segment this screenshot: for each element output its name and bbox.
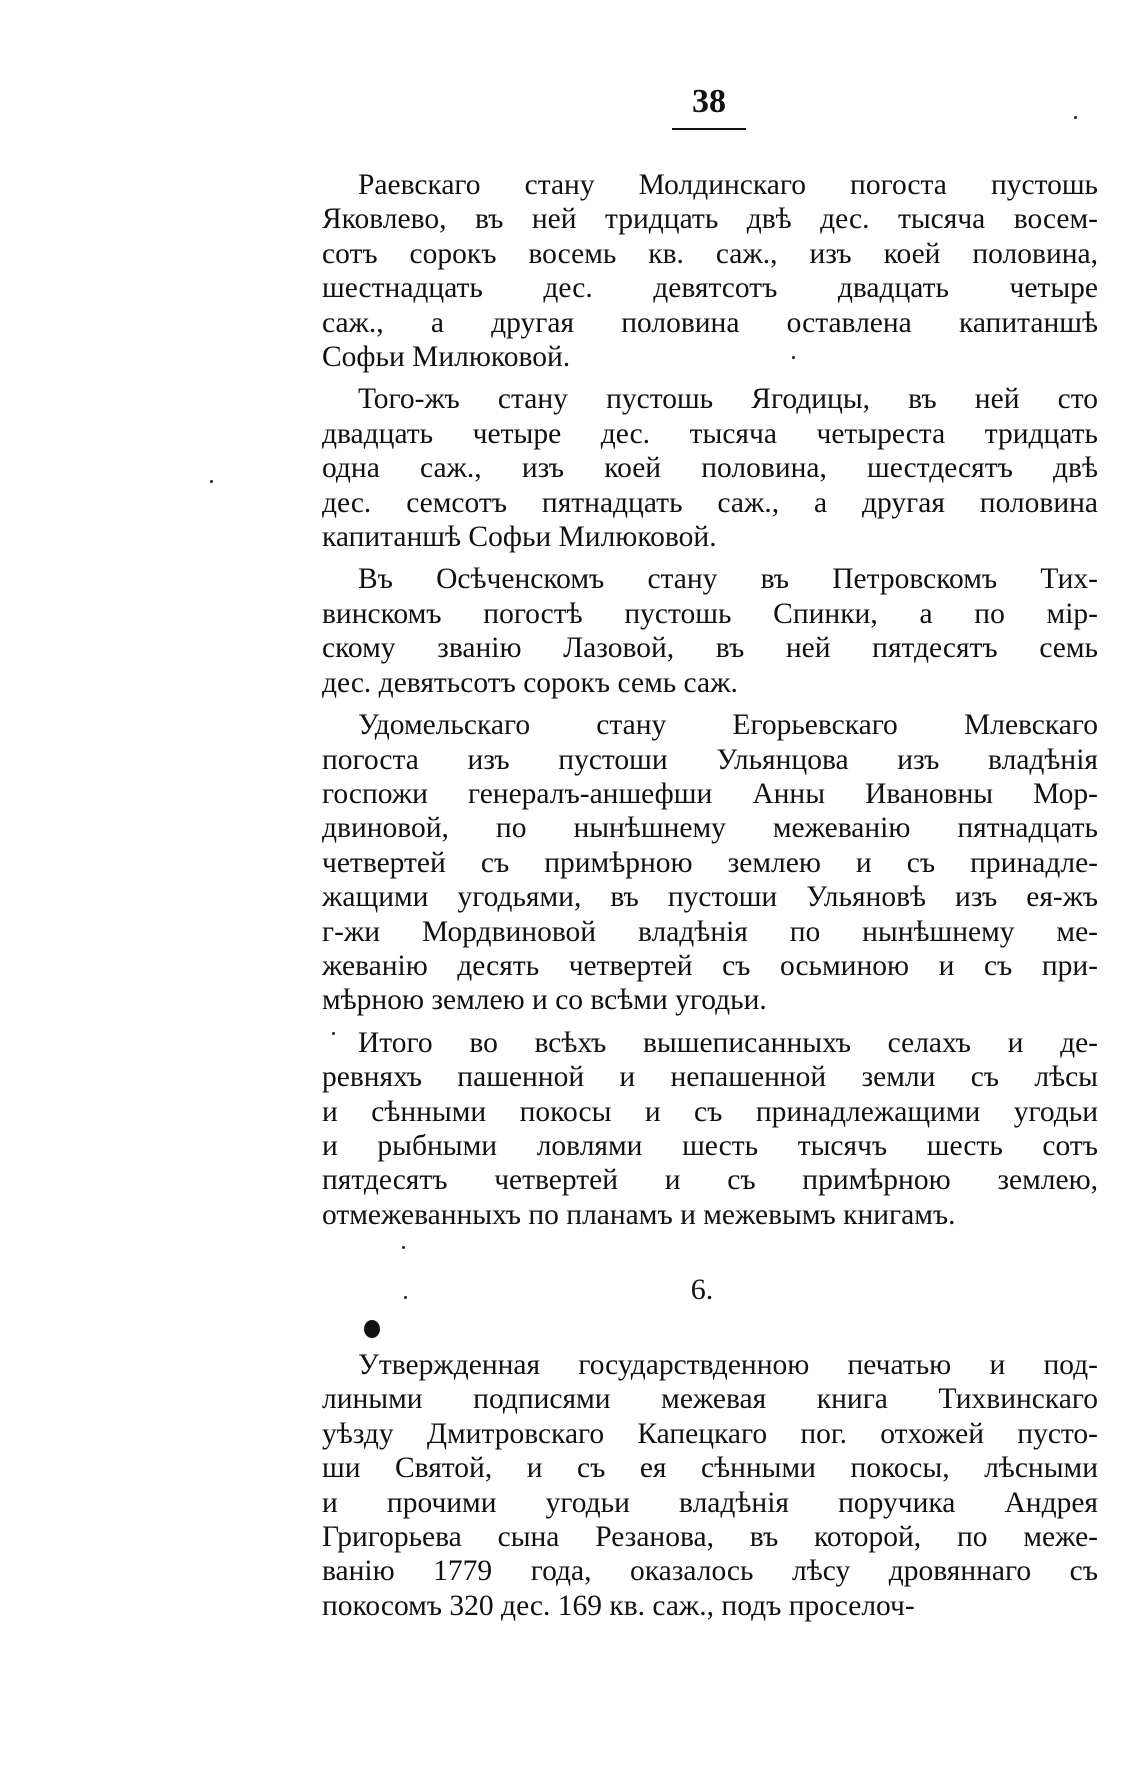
ink-blot [364, 1320, 380, 1338]
text-line: и прочими угодьи владѣнія поручика Андрея [322, 1486, 1098, 1519]
text-line: уѣзду Дмитровскаго Капецкаго пог. отхожей пусто- [322, 1417, 1098, 1450]
text-line: сотъ сорокъ восемь кв. саж., изъ коей половина, [322, 237, 1098, 270]
top-paragraph [322, 562, 1098, 700]
scan-speck [332, 1032, 335, 1035]
main-text-block [322, 168, 1098, 1240]
text-line: пятдесятъ четвертей и съ примѣрною землею, [322, 1164, 1098, 1197]
text-line: мѣрною землею и со всѣми угодьи. [322, 984, 767, 1017]
text-line: Раевскаго стану Молдинскаго погоста пустошь [358, 169, 1098, 201]
text-line: г-жи Мордвиновой владѣнія по нынѣшнему ме- [322, 915, 1098, 948]
text-line: ши Святой, и съ ея сѣнными покосы, лѣсными [322, 1452, 1098, 1485]
scan-speck [404, 1296, 407, 1299]
text-line: госпожи генералъ-аншефши Анны Ивановны Мор- [322, 777, 1098, 810]
text-line: саж., а другая половина оставлена капитаншѣ [322, 306, 1098, 339]
bottom-paragraph [322, 1348, 1098, 1623]
text-line: одна саж., изъ коей половина, шестдесятъ двѣ [322, 452, 1098, 485]
text-line: Софьи Милюковой. [322, 341, 571, 374]
top-paragraph [322, 708, 1098, 1018]
text-line: дес. девятьсотъ сорокъ семь саж. [322, 666, 738, 699]
text-line: жеванію десять четвертей съ осьминою и съ при- [322, 949, 1098, 982]
text-line: отмежеванныхъ по планамъ и межевымъ книгамъ. [322, 1198, 956, 1231]
text-line: и сѣнными покосы и съ принадлежащими угодьи [322, 1095, 1098, 1128]
text-line: четвертей съ примѣрною землею и съ принадле- [322, 846, 1098, 879]
text-line: Яковлево, въ ней тридцать двѣ дес. тысяча восем- [322, 203, 1098, 236]
top-paragraph [322, 168, 1098, 374]
text-line: двиновой, по нынѣшнему межеванію пятнадцать [322, 812, 1098, 845]
scan-speck [792, 356, 795, 359]
text-line: капитаншѣ Софьи Милюковой. [322, 521, 717, 554]
second-text-block [322, 1348, 1098, 1631]
text-line: Удомельскаго стану Егорьевскаго Млевскаго [358, 709, 1098, 742]
text-line: дес. семсотъ пятнадцать саж., а другая половина [322, 486, 1098, 519]
text-line: погоста изъ пустоши Ульянцова изъ владѣнія [322, 743, 1098, 776]
top-paragraph [322, 382, 1098, 554]
scan-speck [210, 480, 213, 483]
text-line: Итого во всѣхъ вышеписанныхъ селахъ и де- [358, 1026, 1098, 1059]
text-line: лиными подписями межевая книга Тихвинскаго [322, 1383, 1098, 1416]
text-line: Утвержденная государствденною печатью и под- [358, 1349, 1098, 1381]
page-number-underline [672, 128, 746, 130]
text-line: Григорьева сына Резанова, въ которой, по меже- [322, 1521, 1098, 1554]
page-number: 38 [692, 83, 726, 120]
text-line: шестнадцать дес. девятсотъ двадцать четыре [322, 272, 1098, 305]
text-line: скому званію Лазовой, въ ней пятдесятъ семь [322, 632, 1098, 665]
text-line: ревняхъ пашенной и непашенной земли съ лѣсы [322, 1061, 1098, 1094]
text-line: ванію 1779 года, оказалось лѣсу дровяннаго съ [322, 1555, 1098, 1588]
text-line: двадцать четыре дес. тысяча четыреста тридцать [322, 417, 1098, 450]
text-line: винскомъ погостѣ пустошь Спинки, а по мір- [322, 597, 1098, 630]
text-line: Того-жъ стану пустошь Ягодицы, въ ней сто [358, 383, 1098, 416]
section-number: 6. [690, 1273, 714, 1306]
scan-speck [402, 1246, 405, 1249]
scan-speck [1074, 116, 1077, 119]
text-line: жащими угодьями, въ пустоши Ульяновѣ изъ ея-жъ [322, 881, 1098, 914]
text-line: покосомъ 320 дес. 169 кв. саж., подъ проселоч- [322, 1589, 915, 1622]
top-paragraph [322, 1026, 1098, 1232]
text-line: и рыбными ловлями шесть тысячъ шесть сотъ [322, 1129, 1098, 1162]
text-line: Въ Осѣченскомъ стану въ Петровскомъ Тих- [358, 563, 1098, 596]
